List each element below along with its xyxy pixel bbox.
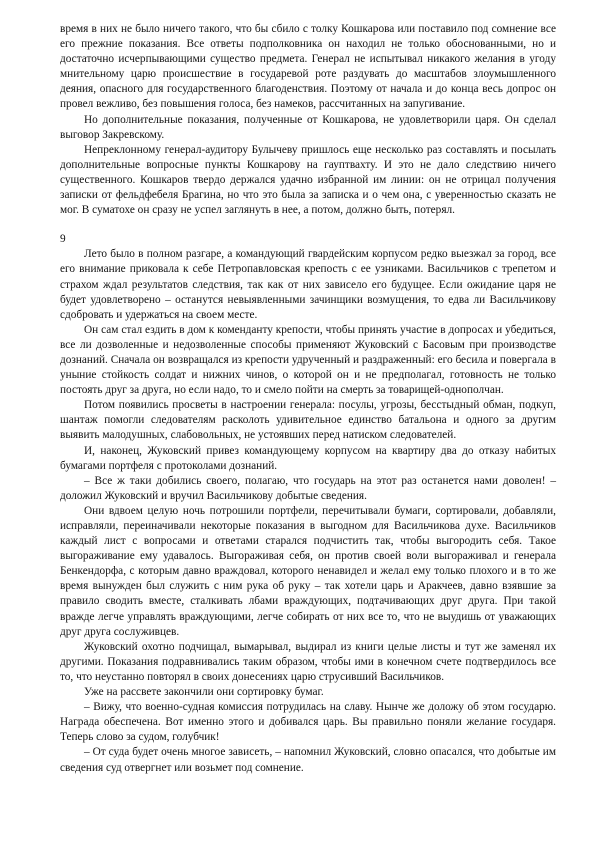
chapter-number: 9 — [60, 233, 66, 246]
paragraph: Но дополнительные показания, полученные от Кошкарова, не удовлетворили царя. Он сделал выговор Закревскому. — [60, 113, 556, 141]
dialogue-line: – Все ж таки добились своего, полагаю, что государь на этот раз останется нами доволен! – доложил Жуковский и вручил Васильчикову добытые сведения. — [60, 474, 556, 502]
paragraph: Уже на рассвете закончили они сортировку бумаг. — [84, 686, 324, 699]
paragraph: И, наконец, Жуковский привез командующему корпусом на квартиру два до отказу набитых бумагами портфеля с протоколами дознаний. — [60, 444, 556, 472]
paragraph: Жуковский охотно подчищал, вымарывал, выдирал из книги целые листы и тут же заменял их другими. Показания подравнивались таким образом, чтобы ими в конечном счете подтвердилось все то, что неустанно повторял в своих донесениях царю струсивший Васильчиков. — [60, 640, 556, 683]
paragraph: Лето было в полном разгаре, а командующий гвардейским корпусом редко выезжал за город, все его внимание приковала к себе Петропавловская крепость с ее узниками. Васильчиков с трепетом и страхом ждал результатов следствия, так как от них зависело его будущее. Если ожидание царя не будет удовлетворено – останутся невыявленными зачинщики возмущения, то едва ли Васильчикову сдобровать и удержаться на своем месте. — [60, 248, 556, 321]
paragraph: время в них не было ничего такого, что бы сбило с толку Кошкарова или поставило под сомнение все его прежние показания. Все ответы подполковника он находил не только обоснованными, но и достаточно исчерпывающими существо предмета. Генерал не испытывал никакого желания в угоду мнительному царю происшествие в государевой роте раздувать до масштабов злоумышленного деяния, опасного для государственного благоденствия. Поэтому от начала и до конца весь допрос он провел вежливо, без повышения голоса, без намеков, рассчитанных на запугивание. — [60, 23, 556, 111]
dialogue-line: – Вижу, что военно-судная комиссия потрудилась на славу. Нынче же доложу об этом государю. Награда обеспечена. Вот именно этого и добивался царь. Вы правильно поняли желание государя. Теперь слово за судом, голубчик! — [60, 701, 556, 744]
paragraph: Они вдвоем целую ночь потрошили портфели, перечитывали бумаги, сортировали, добавляли, исправляли, переиначивали некоторые показания в выгодном для Васильчикова духе. Васильчиков каждый лист с вопросами и ответами старался подчистить так, чтобы выгородить себя. Такое выгораживание ему удавалось. Выгораживая себя, он против своей воли выгораживал и генерала Бенкендорфа, с которым давно враждовал, которого ненавидел и желал ему только плохого и в то же время вынужден был служить с ним рука об руку – так хотели царь и Аракчеев, давно взявшие за правило сводить вместе, сталкивать лбами враждующих, подтачивающих друг друга. При такой вражде легче управлять враждующими, легче собирать от них все то, что не выудишь от уважающих друг друга сослуживцев. — [60, 504, 556, 638]
dialogue-line: – От суда будет очень многое зависеть, – напомнил Жуковский, словно опасался, что добытые им сведения суд отвергнет или возьмет под сомнение. — [60, 746, 556, 774]
paragraph: Потом появились просветы в настроении генерала: посулы, угрозы, бесстыдный обман, подкуп, шантаж помогли следователям расколоть удивительное единство батальона и одного за другим выявить малодушных, слабовольных, не устоявших перед натиском следователей. — [60, 399, 556, 442]
paragraph: Он сам стал ездить в дом к коменданту крепости, чтобы принять участие в допросах и убедиться, все ли дозволенные и недозволенные способы применяют Жуковский с Басовым при производстве дознаний. Сначала он возвращался из крепости удрученный и раздраженный: его бесила и повергала в уныние стойкость солдат и нижних чинов, о которой он и не предполагал, готовность не только постоять друг за друга, но если надо, то и смело пойти на смерть за товарищей-однополчан. — [60, 323, 556, 397]
paragraph: Непреклонному генерал-аудитору Булычеву пришлось еще несколько раз составлять и посылать дополнительные вопросные пункты Кошкарову на гауптвахту. И это не дало следствию ничего существенного. Кошкаров твердо держался удачно избранной им линии: он не отрицал получения записки от фельдфебеля Брагина, но что это была за записка и о чем она, с уверенностью сказать не мог. В суматохе он сразу не успел заглянуть в нее, а потом, должно быть, потерял. — [60, 143, 556, 217]
